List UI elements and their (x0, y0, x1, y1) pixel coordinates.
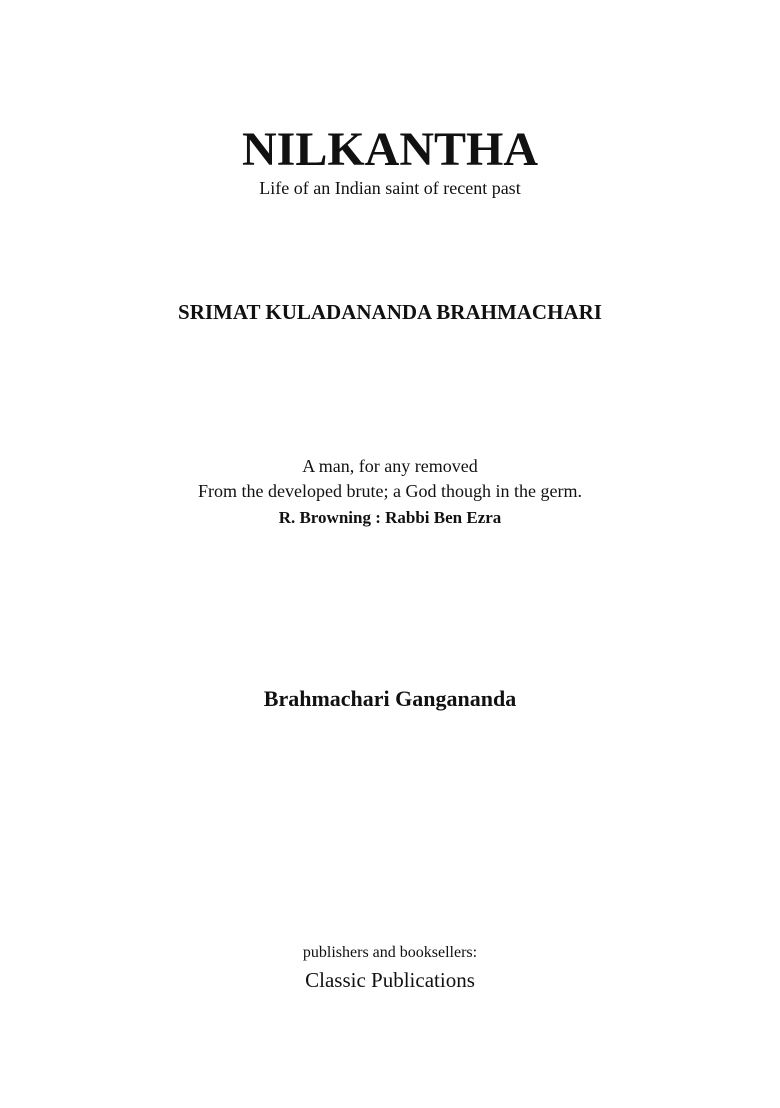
epigraph-attribution: R. Browning : Rabbi Ben Ezra (278, 508, 502, 527)
publisher-label: publishers and booksellers: (302, 944, 478, 961)
epigraph-line: From the developed brute; a God though in the germ. (198, 481, 582, 501)
book-subtitle: Life of an Indian saint of recent past (259, 178, 521, 198)
subject-name: SRIMAT KULADANANDA BRAHMACHARI (178, 300, 602, 324)
publisher-name: Classic Publications (305, 968, 475, 992)
book-title: NILKANTHA (241, 123, 539, 176)
author-name: Brahmachari Gangananda (263, 686, 517, 711)
epigraph-line: A man, for any removed (302, 456, 478, 476)
